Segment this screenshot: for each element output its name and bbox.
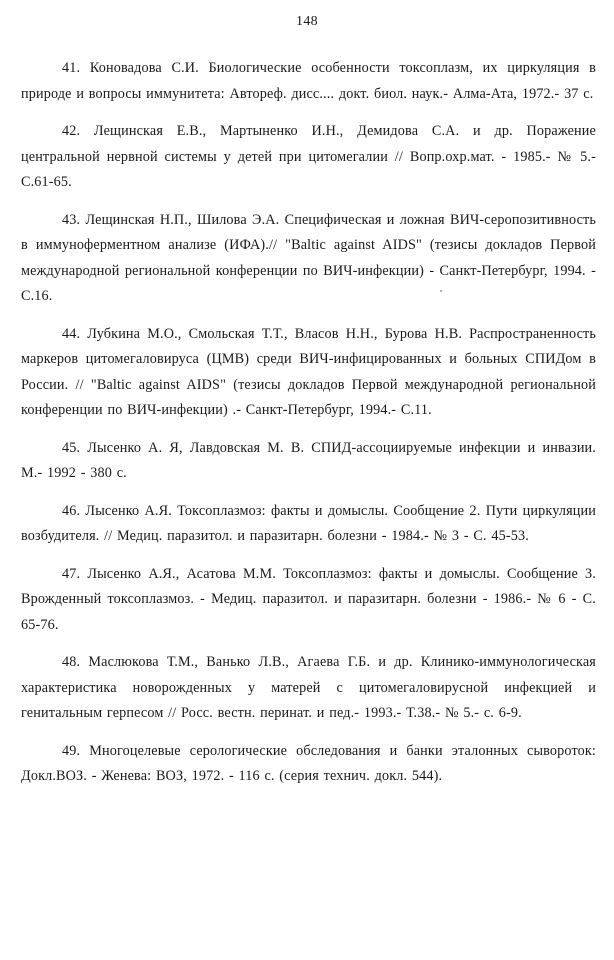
reference-text: 43. Лещинская Н.П., Шилова Э.А. Специфическая и ложная ВИЧ-серопозитивность в иммуноферментном анализе (ИФА).// "Baltic against AIDS" (тезисы докладов Первой международной региональной конференции по ВИЧ-инфекции) - Санкт-Петербург, 1994. - С.16. [21,211,596,304]
reference-text: 44. Лубкина М.О., Смольская Т.Т., Власов Н.Н., Бурова Н.В. Распространенность маркеров цитомегаловируса (ЦМВ) среди ВИЧ-инфицированных и больных СПИДом в России. // "Baltic against AIDS" (тезисы докладов Первой международной региональной конференции по ВИЧ-инфекции) .- Санкт-Петербург, 1994.- С.11. [21,325,596,418]
reference-item-42 [21,119,596,196]
reference-text: 45. Лысенко А. Я, Лавдовская М. В. СПИД-ассоциируемые инфекции и инвазии. М.- 1992 - 380 с. [21,439,596,481]
reference-text: 42. Лещинская Е.В., Мартыненко И.Н., Демидова С.А. и др. Поражение центральной нервной системы у детей при цитомегалии // Вопр.охр.мат. - 1985.- № 5.- С.61-65. [21,123,596,190]
reference-item-43 [21,208,596,310]
reference-text: 49. Многоцелевые серологические обследования и банки эталонных сывороток: Докл.ВОЗ. - Женева: ВОЗ, 1972. - 116 с. (серия технич. докл. 544). [21,742,596,784]
reference-text: 47. Лысенко А.Я., Асатова М.М. Токсоплазмоз: факты и домыслы. Сообщение 3. Врожденный токсоплазмоз. - Медиц. паразитол. и паразитарн. болезни - 1986.- № 6 - С. 65-76. [21,565,596,633]
scan-speck [440,290,442,292]
reference-item-49 [21,739,596,790]
reference-text: 41. Коновадова С.И. Биологические особенности токсоплазм, их циркуляция в природе и вопросы иммунитета: Автореф. дисс.... докт. биол. наук.- Алма-Ата, 1972.- 37 с. [21,60,596,102]
reference-list [21,56,596,802]
reference-text: 46. Лысенко А.Я. Токсоплазмоз: факты и домыслы. Сообщение 2. Пути циркуляции возбудителя. // Медиц. паразитол. и паразитарн. болезни - 1984.- № 3 - С. 45-53. [21,502,596,544]
reference-item-45 [21,436,596,487]
page-number: 148 [296,14,318,29]
reference-text: 48. Маслюкова Т.М., Ванько Л.В., Агаева Г.Б. и др. Клинико-иммунологическая характеристика новорожденных у матерей с цитомегаловирусной инфекцией и генитальным герпесом // Росс. вестн. перинат. и пед.- 1993.- Т.38.- № 5.- с. 6-9. [21,654,596,721]
reference-item-48 [21,650,596,727]
reference-item-47 [21,562,596,639]
reference-item-44 [21,322,596,424]
reference-item-46 [21,499,596,550]
reference-item-41 [21,56,596,107]
